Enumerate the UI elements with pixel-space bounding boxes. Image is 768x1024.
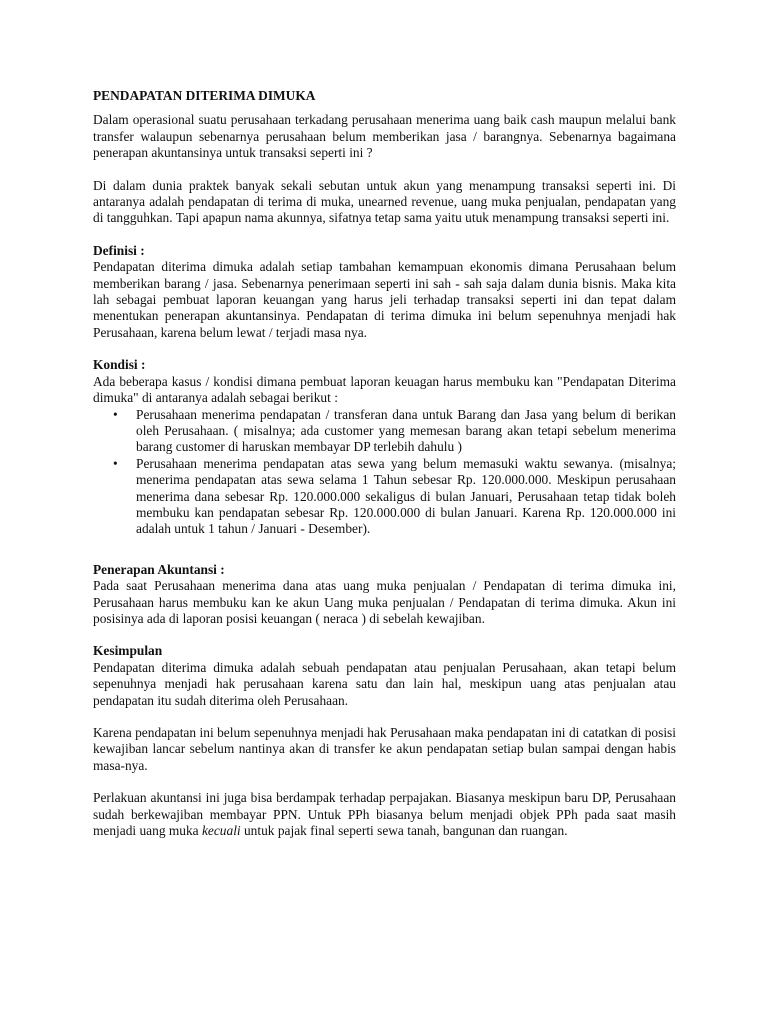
kondisi-heading: Kondisi : (93, 357, 146, 373)
list-item-text: Perusahaan menerima pendapatan atas sewa yang belum memasuki waktu sewanya. (misalnya; menerima pendapatan atas sewa selama 1 Tahun sebesar Rp. 120.000.000. Meskipun perusahaan menerima dana sebesar Rp. 120.000.000 sekaligus di bulan Januari, Perusahaan tetap tidak boleh membuku kan pendapatan sebesar Rp. 120.000.000 di bulan Januari. Karena Rp. 120.000.000 ini adalah untuk 1 tahun / Januari - Desember). (136, 455, 676, 537)
list-item (93, 407, 676, 456)
kesimpulan-paragraph-1: Pendapatan diterima dimuka adalah sebuah pendapatan atau penjualan Perusahaan, akan tetapi belum sepenuhnya menjadi hak perusahaan karena satu dan lain hal, meskipun uang atas penjualan atau pendapatan itu sudah diterima oleh Perusahaan. (93, 659, 676, 708)
penerapan-heading: Penerapan Akuntansi : (93, 561, 225, 577)
definisi-heading: Definisi : (93, 242, 145, 258)
kesimpulan-emphasis: kecuali (201, 823, 241, 839)
definisi-paragraph: Pendapatan diterima dimuka adalah setiap tambahan kemampuan ekonomis dimana Perusahaan belum memberikan barang / jasa. Sebenarnya penerimaan seperti ini sah - sah saja dalam dunia bisnis. Maka kita lah sebagai pembuat laporan keuangan yang harus jeli terhadap transaksi seperti ini dan tepat dalam menentukan penerapan akuntansinya. Pendapatan di terima dimuka ini belum sepenuhnya menjadi hak Perusahaan, karena belum lewat / terjadi masa nya. (93, 259, 676, 340)
penerapan-paragraph: Pada saat Perusahaan menerima dana atas uang muka penjualan / Pendapatan di terima dimuka ini, Perusahaan harus membuku kan ke akun Uang muka penjualan / Pendapatan di terima dimuka. Akun ini posisinya ada di laporan posisi keuangan ( neraca ) di sebelah kewajiban. (93, 578, 676, 626)
list-item-text: Perusahaan menerima pendapatan / transferan dana untuk Barang dan Jasa yang belum di berikan oleh Perusahaan. ( misalnya; ada customer yang memesan barang akan tetapi sebelum menerima barang customer di haruskan membayar DP terlebih dahulu ) (136, 406, 676, 455)
kesimpulan-paragraph-3 (93, 790, 676, 839)
document-title: PENDAPATAN DITERIMA DIMUKA (93, 88, 316, 103)
list-item (93, 456, 676, 538)
intro-paragraph-2: Di dalam dunia praktek banyak sekali sebutan untuk akun yang menampung transaksi seperti ini. Di antaranya adalah pendapatan di terima di muka, unearned revenue, uang muka penjualan, pendapatan yang di tangguhkan. Tapi apapun nama akunnya, sifatnya tetap sama yaitu utuk menampung transaksi seperti ini. (93, 177, 676, 226)
kesimpulan-text-start: Perlakuan akuntansi ini juga bisa berdampak terhadap perpajakan. Biasanya meskipun baru DP, Perusahaan sudah berkewajiban membayar PPN. Untuk PPh biasanya belum menjadi objek PPh pada saat masih menjadi uang muka (93, 790, 676, 839)
kesimpulan-text-end: untuk pajak final seperti sewa tanah, bangunan dan ruangan. (240, 823, 568, 839)
document-page (93, 88, 676, 839)
bullet-icon: • (113, 455, 118, 471)
kondisi-list (93, 407, 676, 538)
kesimpulan-paragraph-2: Karena pendapatan ini belum sepenuhnya menjadi hak Perusahaan maka pendapatan ini di catatkan di posisi kewajiban lancar sebelum nantinya akan di transfer ke akun pendapatan setiap bulan sampai dengan habis masa-nya. (93, 725, 676, 773)
kondisi-paragraph: Ada beberapa kasus / kondisi dimana pembuat laporan keuagan harus membuku kan "Pendapatan Diterima dimuka" di antaranya adalah sebagai berikut : (93, 373, 676, 406)
intro-paragraph-1: Dalam operasional suatu perusahaan terkadang perusahaan menerima uang baik cash maupun melalui bank transfer walaupun sebenarnya perusahaan belum memberikan jasa / barangnya. Sebenarnya bagaimana penerapan akuntansinya untuk transaksi seperti ini ? (93, 112, 676, 161)
kesimpulan-heading: Kesimpulan (93, 643, 163, 659)
bullet-icon: • (113, 406, 118, 422)
